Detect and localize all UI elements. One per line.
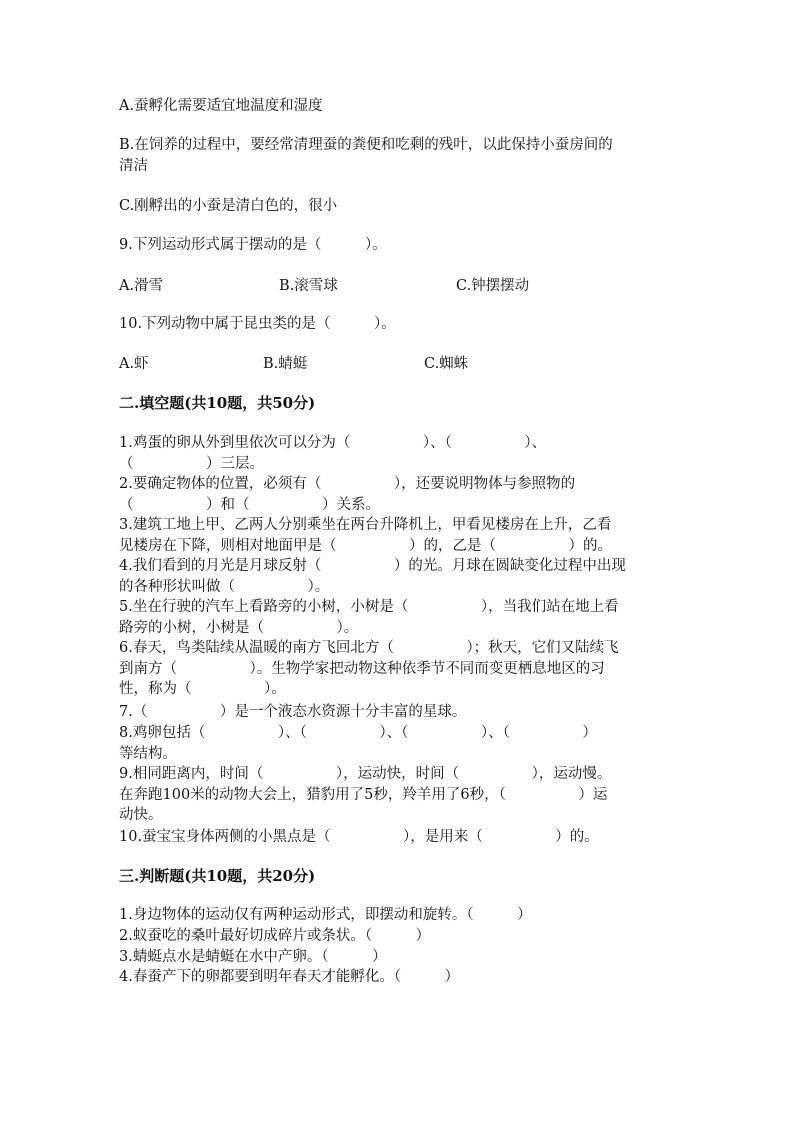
fill-q2-line2: （ ）和（ ）关系。 bbox=[119, 496, 380, 513]
fill-q6-line1: 6.春天，鸟类陆续从温暖的南方飞回北方（ ）；秋天，它们又陆续飞 bbox=[119, 640, 619, 656]
fill-q3-line2: 见楼房在下降，则相对地面甲是（ ）的，乙是（ ）的。 bbox=[119, 537, 612, 554]
q9-option-a: A.滑雪 bbox=[119, 278, 164, 294]
fill-q6-line2: 到南方（ ）。生物学家把动物这种依季节不同而变更栖息地区的习 bbox=[119, 660, 605, 677]
q9-option-c: C.钟摆摆动 bbox=[456, 278, 530, 294]
judge-q2: 2.蚁蚕吃的桑叶最好切成碎片或条状。（ ） bbox=[119, 928, 431, 944]
q10-stem: 10.下列动物中属于昆虫类的是（ ）。 bbox=[119, 316, 396, 332]
fill-q9-line3: 动快。 bbox=[119, 807, 163, 823]
q10-option-b: B.蜻蜓 bbox=[263, 356, 308, 372]
judge-q1: 1.身边物体的运动仅有两种运动形式，即摆动和旋转。（ ） bbox=[119, 907, 532, 923]
fill-q9-line2: 在奔跑100米的动物大会上，猎豹用了5秒，羚羊用了6秒，（ ）运 bbox=[119, 786, 608, 803]
q8-option-b: B.在饲养的过程中，要经常清理蚕的粪便和吃剩的残叶，以此保持小蚕房间的 bbox=[119, 137, 613, 153]
q9-option-b: B.滚雪球 bbox=[279, 278, 338, 294]
section3-heading: 三.判断题(共10题，共20分) bbox=[119, 867, 316, 885]
fill-q9-line1: 9.相同距离内，时间（ ），运动快，时间（ ），运动慢。 bbox=[119, 766, 612, 782]
fill-q6-line3: 性，称为（ ）。 bbox=[119, 681, 286, 697]
q8-option-a: A.蚕孵化需要适宜地温度和湿度 bbox=[119, 98, 323, 114]
fill-q4-line2: 的各种形状叫做（ ）。 bbox=[119, 578, 330, 595]
judge-q3: 3.蜻蜓点水是蜻蜓在水中产卵。（ ） bbox=[119, 948, 387, 965]
q8-option-b-continued: 清洁 bbox=[119, 158, 148, 174]
q9-stem: 9.下列运动形式属于摆动的是（ ）。 bbox=[119, 237, 387, 253]
fill-q5-line2: 路旁的小树，小树是（ ）。 bbox=[119, 619, 359, 636]
fill-q1-line2: （ ）三层。 bbox=[119, 455, 264, 472]
fill-q8-line2: 等结构。 bbox=[119, 745, 177, 762]
q10-option-c: C.蜘蛛 bbox=[424, 356, 469, 372]
fill-q8-line1: 8.鸡卵包括（ ）、（ ）、（ ）、（ ） bbox=[119, 725, 597, 741]
fill-q2-line1: 2.要确定物体的位置，必须有（ ），还要说明物体与参照物的 bbox=[119, 476, 576, 492]
fill-q1-line1: 1.鸡蛋的卵从外到里依次可以分为（ ）、（ ）、 bbox=[119, 435, 547, 451]
fill-q3-line1: 3.建筑工地上甲、乙两人分别乘坐在两台升降机上，甲看见楼房在上升，乙看 bbox=[119, 517, 612, 533]
fill-q5-line1: 5.坐在行驶的汽车上看路旁的小树，小树是（ ），当我们站在地上看 bbox=[119, 599, 619, 615]
fill-q4-line1: 4.我们看到的月光是月球反射（ ）的光。月球在圆缺变化过程中出现 bbox=[119, 558, 626, 574]
fill-q7-line1: 7.（ ）是一个液态水资源十分丰富的星球。 bbox=[119, 704, 467, 720]
q8-option-c: C.刚孵出的小蚕是清白色的，很小 bbox=[119, 198, 338, 214]
fill-q10-line1: 10.蚕宝宝身体两侧的小黑点是（ ），是用来（ ）的。 bbox=[119, 829, 599, 845]
judge-q4: 4.春蚕产下的卵都要到明年春天才能孵化。（ ） bbox=[119, 969, 460, 985]
section2-heading: 二.填空题(共10题，共50分) bbox=[119, 394, 316, 412]
q10-option-a: A.虾 bbox=[119, 356, 149, 372]
